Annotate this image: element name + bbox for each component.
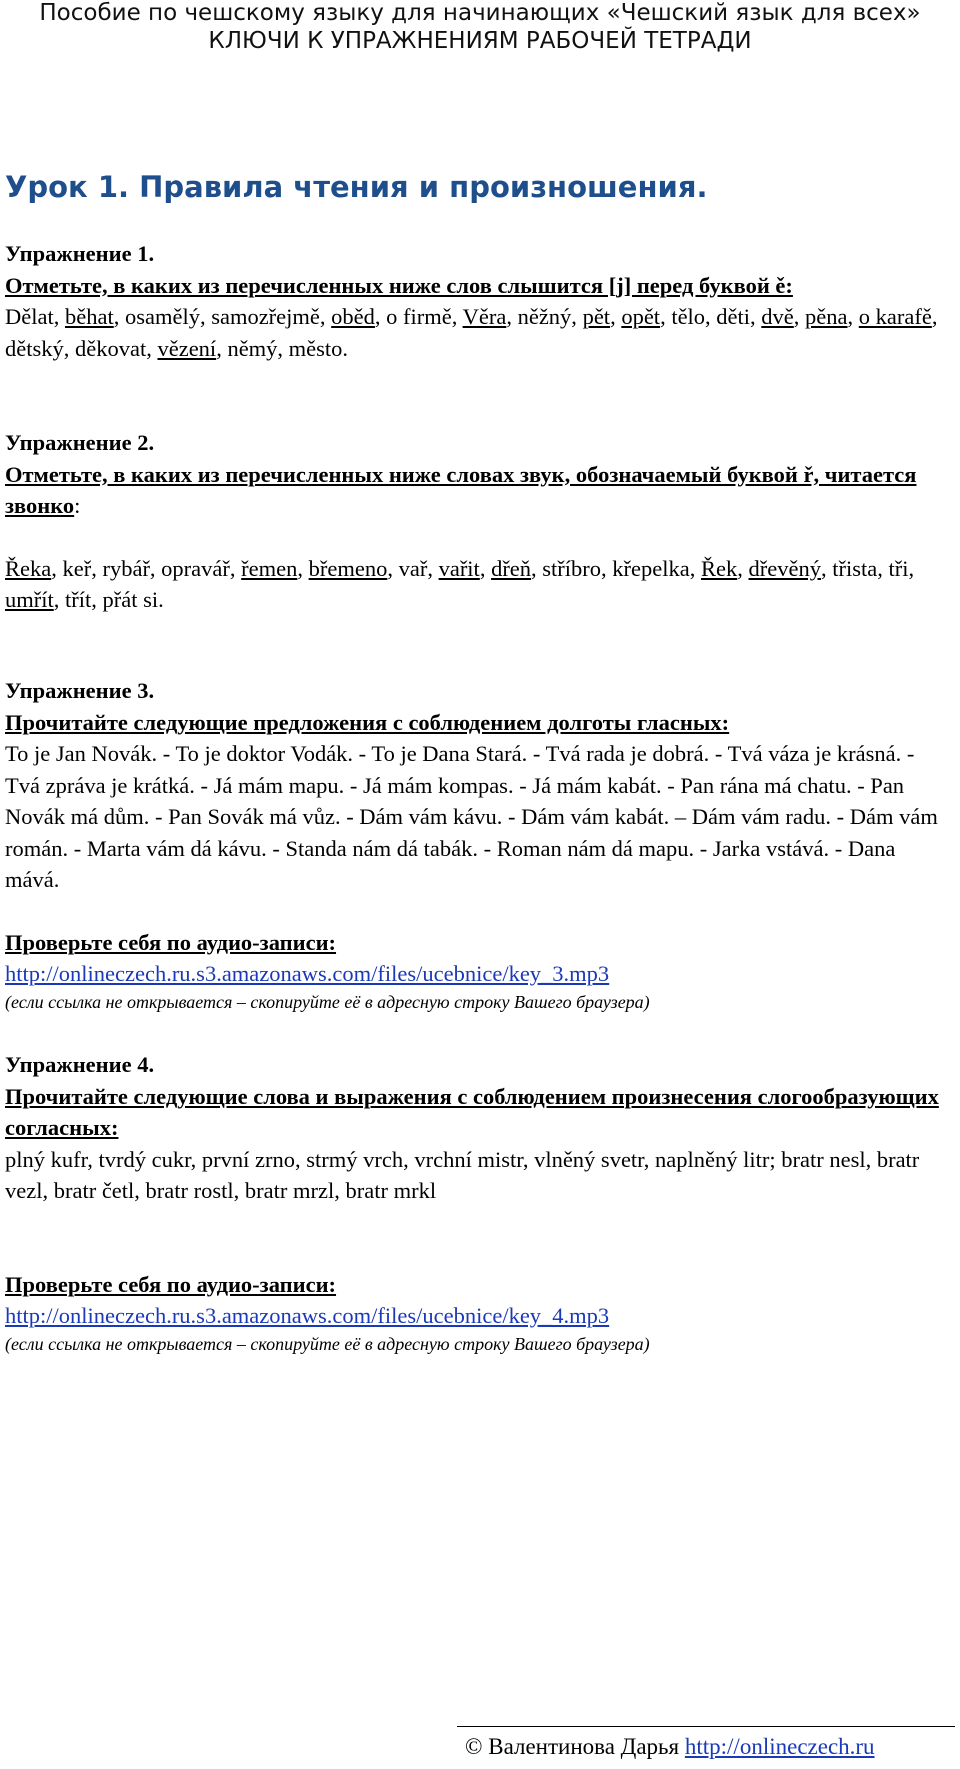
marked-word: dřevěný xyxy=(748,555,821,581)
exercise-title: Упражнение 3. xyxy=(5,678,155,703)
exercise-title: Упражнение 1. xyxy=(5,241,155,266)
exercise-2 xyxy=(5,427,953,616)
audio-check-label: Проверьте себя по аудио-записи: xyxy=(5,1271,337,1297)
marked-word: dvě xyxy=(761,304,794,329)
exercise-4 xyxy=(5,1049,953,1356)
word-text: , xyxy=(737,555,749,581)
exercise-text: plný kufr, tvrdý cukr, první zrno, strmý vrch, vrchní mistr, vlněný svetr, naplněný litr; bratr nesl, bratr vezl, bratr četl, bratr rostl, bratr mrzl, bratr mrkl xyxy=(5,1146,920,1203)
marked-word: oběd xyxy=(331,304,375,329)
exercise-1 xyxy=(5,238,953,364)
audio-link[interactable]: http://onlineczech.ru.s3.amazonaws.com/files/ucebnice/key_4.mp3 xyxy=(5,1303,610,1328)
marked-word: Věra xyxy=(462,304,507,329)
marked-word: vězení xyxy=(157,335,217,361)
word-list xyxy=(5,553,953,616)
word-text: , xyxy=(297,555,309,581)
word-text: , něžný, xyxy=(506,304,583,329)
word-text: , tělo, děti, xyxy=(660,304,762,329)
exercise-instruction: Прочитайте следующие предложения с соблюдением долготы гласных: xyxy=(5,709,730,735)
footer-divider xyxy=(457,1726,955,1727)
word-text: , keř, rybář, opravář, xyxy=(51,555,242,581)
word-text: , xyxy=(53,304,65,329)
word-text: , třít, přát si. xyxy=(53,587,164,612)
marked-word: Řeka xyxy=(5,555,52,581)
marked-word: dřeň xyxy=(491,555,532,581)
exercise-title: Упражнение 2. xyxy=(5,430,155,455)
word-text: , xyxy=(793,304,806,329)
footer-link[interactable]: http://onlineczech.ru xyxy=(684,1734,875,1759)
word-text: , třista, tři, xyxy=(820,555,915,581)
word-text: , němý, město. xyxy=(216,335,349,361)
footer-author: © Валентинова Дарья xyxy=(465,1734,685,1759)
marked-word: pět xyxy=(582,304,611,329)
marked-word: opět xyxy=(621,304,661,329)
marked-word: pěna xyxy=(805,304,848,329)
exercise-instruction: Отметьте, в каких из перечисленных ниже словах звук, обозначаемый буквой ř, читается звонко: xyxy=(5,461,917,518)
marked-word: běhat xyxy=(64,304,114,329)
word-list xyxy=(5,301,953,364)
exercise-instruction: Отметьте, в каких из перечисленных ниже слов слышится [j] перед буквой ě: xyxy=(5,272,793,298)
marked-word: řemen xyxy=(241,555,298,581)
lesson-title: Урок 1. Правила чтения и произношения. xyxy=(5,170,708,204)
exercise-instruction: Прочитайте следующие слова и выражения с соблюдением произнесения слогообразующих согласных: xyxy=(5,1083,939,1140)
exercise-title: Упражнение 4. xyxy=(5,1052,155,1077)
link-note: (если ссылка не открывается – скопируйте её в адресную строку Вашего браузера) xyxy=(5,1333,650,1354)
header-subtitle: КЛЮЧИ К УПРАЖНЕНИЯМ РАБОЧЕЙ ТЕТРАДИ xyxy=(208,28,752,54)
word-text: , dětský, děkovat, xyxy=(5,304,938,361)
marked-word: Řek xyxy=(701,555,738,581)
word-text: , stříbro, křepelka, xyxy=(531,555,701,581)
word-text: Dělat xyxy=(5,304,54,329)
header-title: Пособие по чешскому языку для начинающих «Чешский язык для всех» xyxy=(39,0,921,26)
marked-word: umřít xyxy=(5,587,54,612)
footer xyxy=(465,1732,875,1762)
word-text: , vař, xyxy=(387,555,439,581)
audio-link[interactable]: http://onlineczech.ru.s3.amazonaws.com/files/ucebnice/key_3.mp3 xyxy=(5,961,610,986)
word-text: , osamělý, samozřejmě, xyxy=(113,304,332,329)
word-text: , xyxy=(610,304,622,329)
link-note: (если ссылка не открывается – скопируйте её в адресную строку Вашего браузера) xyxy=(5,991,650,1012)
word-text: , o firmě, xyxy=(374,304,463,329)
audio-check-label: Проверьте себя по аудио-записи: xyxy=(5,929,337,955)
word-text: , xyxy=(847,304,859,329)
word-text: , xyxy=(479,555,492,581)
marked-word: břemeno xyxy=(308,555,388,581)
exercise-text: To je Jan Novák. - To je doktor Vodák. - To je Dana Stará. - Tvá rada je dobrá. - Tvá váza je krásná. - Tvá zpráva je krátká. - Já mám mapu. - Já mám kompas. - Já mám kabát. - Pan rána má chatu. - Pan Novák má dům. - Pan Sovák má vůz. - Dám vám kávu. - Dám vám kabát. – Dám vám radu. - Dám vám román. - Marta vám dá kávu. - Standa nám dá tabák. - Roman nám dá mapu. - Jarka vstává. - Dana mává. xyxy=(5,741,938,892)
marked-word: o karafě xyxy=(858,304,932,329)
marked-word: vařit xyxy=(438,555,480,581)
exercise-3 xyxy=(5,675,953,1014)
